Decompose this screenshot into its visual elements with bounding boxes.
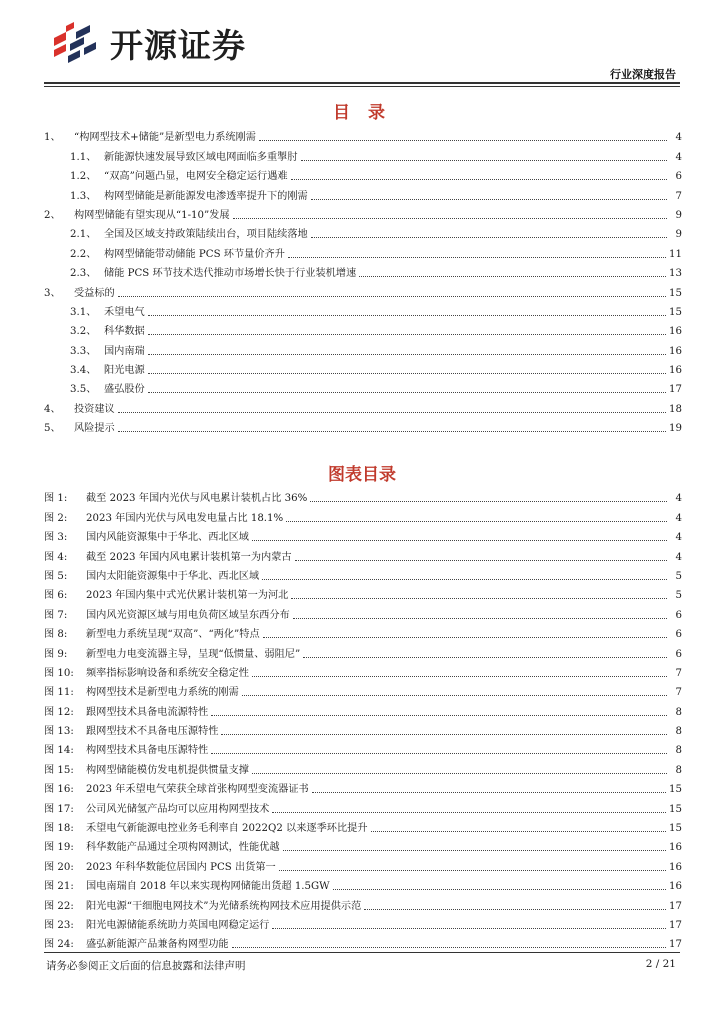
entry-number: 2.1、 xyxy=(70,229,97,241)
entry-title: 2023 年国内光伏与风电发电量占比 18.1% xyxy=(86,512,284,524)
footer-rule xyxy=(44,952,680,953)
dot-leader xyxy=(311,237,667,238)
chart-index-entry[interactable] xyxy=(44,777,682,796)
entry-number: 图 20: xyxy=(44,861,74,873)
entry-title: 截至 2023 年国内风电累计装机第一为内蒙古 xyxy=(86,551,292,563)
toc-entry[interactable] xyxy=(44,222,682,241)
dot-leader xyxy=(371,831,666,832)
dot-leader xyxy=(301,160,667,161)
entry-title: 盛弘新能源产品兼备构网型功能 xyxy=(86,939,229,951)
entry-title: 国电南瑞自 2018 年以来实现构网储能出货超 1.5GW xyxy=(86,881,330,893)
entry-page: 9 xyxy=(675,209,682,221)
dot-leader xyxy=(263,637,667,638)
entry-number: 5、 xyxy=(44,423,61,435)
toc-entry[interactable] xyxy=(44,183,682,202)
entry-page: 16 xyxy=(669,326,682,338)
entry-title: 阳光电源“干细胞电网技术”为光储系统构网技术应用提供示范 xyxy=(86,900,362,912)
entry-page: 7 xyxy=(675,687,682,699)
chart-index-entry[interactable] xyxy=(44,757,682,776)
entry-number: 图 23: xyxy=(44,919,74,931)
entry-title: “双高”问题凸显，电网安全稳定运行遇难 xyxy=(104,171,288,183)
entry-number: 图 16: xyxy=(44,784,74,796)
entry-title: “构网型技术+储能”是新型电力系统刚需 xyxy=(74,132,256,144)
entry-title: 截至 2023 年国内光伏与风电累计装机占比 36% xyxy=(86,493,308,505)
dot-leader xyxy=(118,296,666,297)
entry-page: 17 xyxy=(669,939,682,951)
entry-page: 9 xyxy=(675,229,682,241)
entry-title: 科华数能产品通过全项构网测试，性能优越 xyxy=(86,842,280,854)
toc-entry[interactable] xyxy=(44,358,682,377)
entry-page: 16 xyxy=(669,861,682,873)
entry-page: 17 xyxy=(669,919,682,931)
dot-leader xyxy=(333,889,666,890)
footer-disclaimer: 请务必参阅正文后面的信息披露和法律声明 xyxy=(46,960,246,972)
entry-title: 国内南瑞 xyxy=(104,345,145,357)
entry-title: 构网型储能模仿发电机提供惯量支撑 xyxy=(86,764,249,776)
brand-logo xyxy=(50,20,246,66)
entry-page: 19 xyxy=(669,423,682,435)
entry-title: 阳光电源 xyxy=(104,365,145,377)
entry-title: 储能 PCS 环节技术迭代推动市场增长快于行业装机增速 xyxy=(104,268,357,280)
chart-index-entry[interactable] xyxy=(44,835,682,854)
entry-page: 4 xyxy=(675,551,682,563)
dot-leader xyxy=(359,276,666,277)
entry-page: 16 xyxy=(669,345,682,357)
chart-index-entry[interactable] xyxy=(44,680,682,699)
entry-number: 图 18: xyxy=(44,823,74,835)
dot-leader xyxy=(311,199,667,200)
dot-leader xyxy=(295,560,667,561)
entry-page: 8 xyxy=(675,726,682,738)
entry-number: 2.3、 xyxy=(70,268,97,280)
dot-leader xyxy=(272,812,666,813)
report-type: 行业深度报告 xyxy=(610,68,676,81)
entry-number: 图 1: xyxy=(44,493,68,505)
entry-title: 受益标的 xyxy=(74,287,115,299)
entry-page: 4 xyxy=(675,532,682,544)
dot-leader xyxy=(364,909,666,910)
entry-number: 图 11: xyxy=(44,687,74,699)
entry-number: 图 3: xyxy=(44,532,68,544)
chart-index-entry[interactable] xyxy=(44,816,682,835)
chart-index-entry[interactable] xyxy=(44,738,682,757)
chart-index-title: 图表目录 xyxy=(328,465,396,485)
entry-page: 7 xyxy=(675,190,682,202)
entry-number: 3.5、 xyxy=(70,384,97,396)
toc-title: 目 录 xyxy=(333,103,391,123)
chart-index-entry[interactable] xyxy=(44,525,682,544)
dot-leader xyxy=(286,521,667,522)
chart-index-entry[interactable] xyxy=(44,622,682,641)
entry-number: 1.3、 xyxy=(70,190,97,202)
chart-index-entry[interactable] xyxy=(44,854,682,873)
entry-title: 构网型储能有望实现从“1-10”发展 xyxy=(74,209,230,221)
entry-page: 8 xyxy=(675,764,682,776)
entry-page: 4 xyxy=(675,493,682,505)
chart-index-entry[interactable] xyxy=(44,486,682,505)
toc-entry[interactable] xyxy=(44,416,682,435)
dot-leader xyxy=(118,412,666,413)
dot-leader xyxy=(252,540,667,541)
chart-index-entry[interactable] xyxy=(44,874,682,893)
dot-leader xyxy=(148,373,666,374)
dot-leader xyxy=(252,676,667,677)
header-rule xyxy=(44,82,680,84)
entry-number: 图 4: xyxy=(44,551,68,563)
entry-number: 图 15: xyxy=(44,764,74,776)
entry-page: 4 xyxy=(675,512,682,524)
entry-title: 构网型技术是新型电力系统的刚需 xyxy=(86,687,239,699)
entry-number: 3.1、 xyxy=(70,306,97,318)
entry-page: 13 xyxy=(669,268,682,280)
entry-page: 17 xyxy=(669,900,682,912)
entry-title: 2023 年国内集中式光伏累计装机第一为河北 xyxy=(86,590,289,602)
dot-leader xyxy=(262,579,667,580)
entry-number: 图 24: xyxy=(44,939,74,951)
toc-entry[interactable] xyxy=(44,300,682,319)
entry-page: 6 xyxy=(675,171,682,183)
dot-leader xyxy=(148,334,666,335)
toc-entry[interactable] xyxy=(44,241,682,260)
entry-page: 5 xyxy=(675,570,682,582)
entry-page: 16 xyxy=(669,842,682,854)
entry-title: 国内风光资源区域与用电负荷区域呈东西分布 xyxy=(86,609,290,621)
toc-entry[interactable] xyxy=(44,164,682,183)
entry-number: 图 17: xyxy=(44,803,74,815)
dot-leader xyxy=(279,870,666,871)
brand-logo-mark-icon xyxy=(50,20,102,66)
toc-list xyxy=(44,125,682,435)
toc-entry[interactable] xyxy=(44,125,682,144)
chart-index-entry[interactable] xyxy=(44,661,682,680)
entry-page: 15 xyxy=(669,784,682,796)
dot-leader xyxy=(283,850,666,851)
dot-leader xyxy=(118,431,666,432)
dot-leader xyxy=(310,501,667,502)
entry-number: 图 10: xyxy=(44,667,74,679)
entry-number: 图 22: xyxy=(44,900,74,912)
entry-number: 图 7: xyxy=(44,609,68,621)
entry-title: 新型电力电变流器主导，呈现“低惯量、弱阻尼” xyxy=(86,648,301,660)
dot-leader xyxy=(211,753,667,754)
chart-index-entry[interactable] xyxy=(44,641,682,660)
toc-entry[interactable] xyxy=(44,203,682,222)
dot-leader xyxy=(303,657,667,658)
entry-page: 4 xyxy=(675,132,682,144)
entry-number: 图 21: xyxy=(44,881,74,893)
header-rule-thin xyxy=(44,86,680,87)
entry-title: 阳光电源储能系统助力英国电网稳定运行 xyxy=(86,919,270,931)
dot-leader xyxy=(232,947,666,948)
entry-page: 15 xyxy=(669,803,682,815)
entry-number: 图 13: xyxy=(44,726,74,738)
chart-index-entry[interactable] xyxy=(44,505,682,524)
entry-number: 图 5: xyxy=(44,570,68,582)
chart-index-entry[interactable] xyxy=(44,564,682,583)
entry-title: 频率指标影响设备和系统安全稳定性 xyxy=(86,667,249,679)
entry-title: 国内太阳能资源集中于华北、西北区域 xyxy=(86,570,260,582)
chart-index-entry[interactable] xyxy=(44,583,682,602)
entry-page: 6 xyxy=(675,609,682,621)
dot-leader xyxy=(312,792,666,793)
entry-title: 新型电力系统呈现“双高”、“两化”特点 xyxy=(86,629,260,641)
entry-title: 构网型储能带动储能 PCS 环节量价齐升 xyxy=(104,248,285,260)
entry-number: 3.4、 xyxy=(70,365,97,377)
dot-leader xyxy=(148,392,666,393)
entry-title: 跟网型技术具备电流源特性 xyxy=(86,706,209,718)
chart-index-entry[interactable] xyxy=(44,699,682,718)
toc-entry[interactable] xyxy=(44,261,682,280)
entry-title: 公司风光储氢产品均可以应用构网型技术 xyxy=(86,803,270,815)
dot-leader xyxy=(233,218,667,219)
entry-title: 风险提示 xyxy=(74,423,115,435)
entry-page: 8 xyxy=(675,745,682,757)
entry-page: 6 xyxy=(675,648,682,660)
chart-index-entry[interactable] xyxy=(44,602,682,621)
entry-title: 构网型储能是新能源发电渗透率提升下的刚需 xyxy=(104,190,308,202)
toc-entry[interactable] xyxy=(44,280,682,299)
chart-index-entry[interactable] xyxy=(44,893,682,912)
entry-number: 图 6: xyxy=(44,590,68,602)
entry-title: 禾望电气新能源电控业务毛利率自 2022Q2 以来逐季环比提升 xyxy=(86,823,368,835)
entry-title: 2023 年科华数能位居国内 PCS 出货第一 xyxy=(86,861,276,873)
entry-number: 2.2、 xyxy=(70,248,97,260)
entry-page: 15 xyxy=(669,823,682,835)
entry-number: 图 9: xyxy=(44,648,68,660)
dot-leader xyxy=(211,715,667,716)
entry-title: 投资建议 xyxy=(74,403,115,415)
toc-entry[interactable] xyxy=(44,338,682,357)
entry-number: 图 14: xyxy=(44,745,74,757)
chart-index-list xyxy=(44,486,682,951)
dot-leader xyxy=(252,773,667,774)
toc-entry[interactable] xyxy=(44,144,682,163)
entry-page: 8 xyxy=(675,706,682,718)
dot-leader xyxy=(259,140,667,141)
entry-page: 4 xyxy=(675,151,682,163)
entry-number: 1.2、 xyxy=(70,171,97,183)
entry-title: 全国及区域支持政策陆续出台，项目陆续落地 xyxy=(104,229,308,241)
toc-entry[interactable] xyxy=(44,377,682,396)
entry-number: 3、 xyxy=(44,287,61,299)
entry-page: 17 xyxy=(669,384,682,396)
entry-title: 国内风能资源集中于华北、西北区域 xyxy=(86,532,249,544)
entry-title: 科华数据 xyxy=(104,326,145,338)
dot-leader xyxy=(293,618,667,619)
entry-number: 1、 xyxy=(44,132,61,144)
entry-number: 1.1、 xyxy=(70,151,97,163)
dot-leader xyxy=(148,354,666,355)
entry-number: 3.2、 xyxy=(70,326,97,338)
entry-page: 16 xyxy=(669,881,682,893)
entry-number: 图 2: xyxy=(44,512,68,524)
entry-page: 7 xyxy=(675,667,682,679)
chart-index-entry[interactable] xyxy=(44,932,682,951)
entry-number: 图 12: xyxy=(44,706,74,718)
entry-page: 5 xyxy=(675,590,682,602)
entry-number: 图 8: xyxy=(44,629,68,641)
dot-leader xyxy=(242,695,667,696)
chart-index-entry[interactable] xyxy=(44,719,682,738)
dot-leader xyxy=(291,179,667,180)
entry-page: 6 xyxy=(675,629,682,641)
entry-page: 18 xyxy=(669,403,682,415)
entry-number: 3.3、 xyxy=(70,345,97,357)
toc-entry[interactable] xyxy=(44,319,682,338)
entry-title: 盛弘股份 xyxy=(104,384,145,396)
entry-number: 4、 xyxy=(44,403,61,415)
entry-title: 禾望电气 xyxy=(104,306,145,318)
entry-title: 构网型技术具备电压源特性 xyxy=(86,745,209,757)
entry-title: 2023 年禾望电气荣获全球首张构网型变流器证书 xyxy=(86,784,309,796)
dot-leader xyxy=(272,928,666,929)
chart-index-entry[interactable] xyxy=(44,796,682,815)
entry-number: 图 19: xyxy=(44,842,74,854)
entry-title: 跟网型技术不具备电压源特性 xyxy=(86,726,219,738)
dot-leader xyxy=(291,598,667,599)
entry-page: 11 xyxy=(669,248,682,260)
footer-page-indicator: 2 / 21 xyxy=(645,958,676,970)
dot-leader xyxy=(288,257,666,258)
entry-page: 16 xyxy=(669,365,682,377)
toc-entry[interactable] xyxy=(44,396,682,415)
dot-leader xyxy=(221,734,667,735)
chart-index-entry[interactable] xyxy=(44,544,682,563)
entry-page: 15 xyxy=(669,287,682,299)
entry-page: 15 xyxy=(669,306,682,318)
entry-number: 2、 xyxy=(44,209,61,221)
chart-index-entry[interactable] xyxy=(44,913,682,932)
brand-name: 开源证券 xyxy=(110,25,246,65)
entry-title: 新能源快速发展导致区域电网面临多重掣肘 xyxy=(104,151,298,163)
dot-leader xyxy=(148,315,666,316)
